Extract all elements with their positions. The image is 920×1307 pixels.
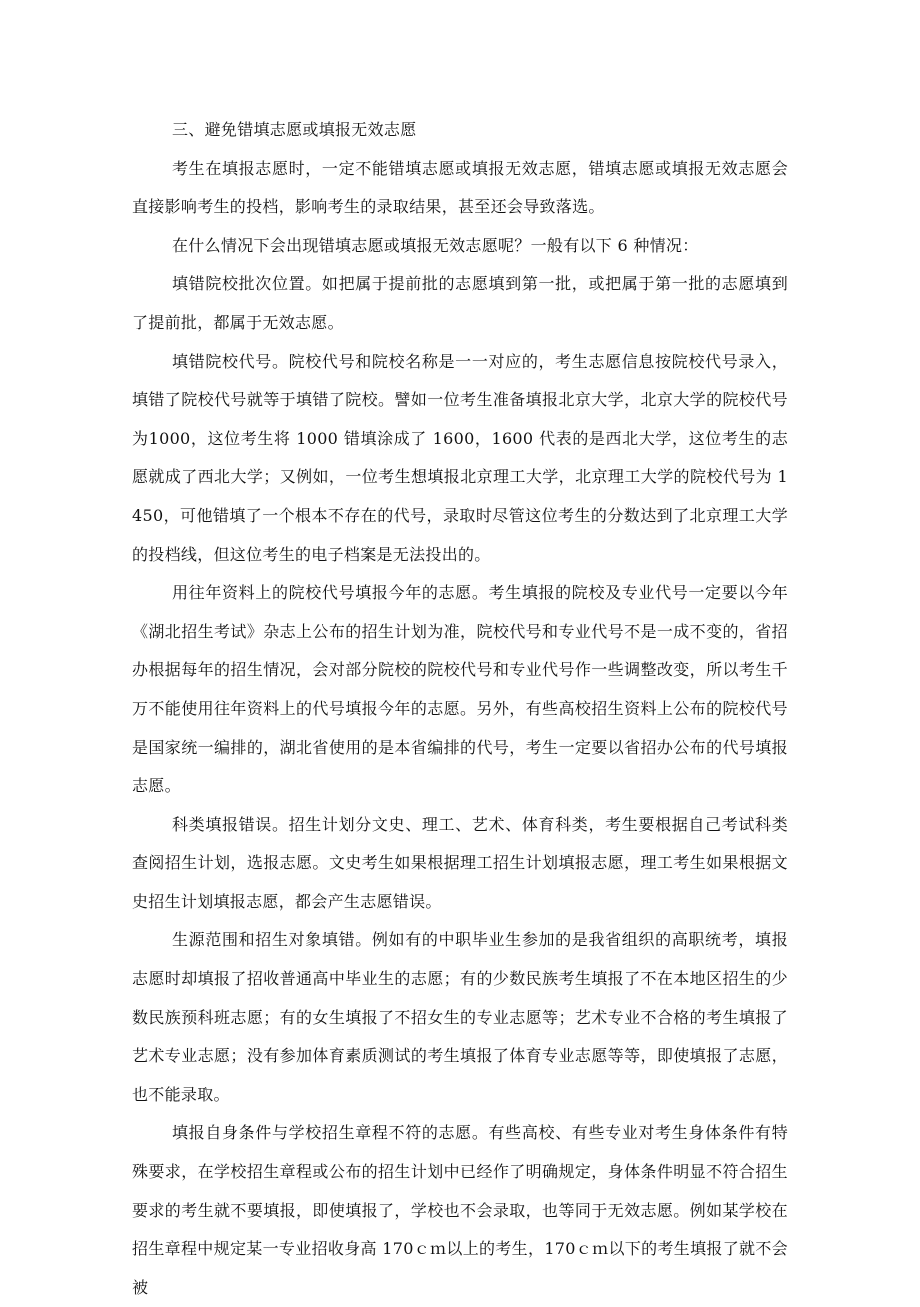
- paragraph-batch-error: 填错院校批次位置。如把属于提前批的志愿填到第一批，或把属于第一批的志愿填到了提前批，都属于无效志愿。: [132, 274, 788, 332]
- paragraph-condition-error: 填报自身条件与学校招生章程不符的志愿。有些高校、有些专业对考生身体条件有特殊要求，在学校招生章程或公布的招生计划中已经作了明确规定，身体条件明显不符合招生要求的考生就不要填报，即使填报了，学校也不会录取，也等同于无效志愿。例如某学校在招生章程中规定某一专业招收身高 170ｃｍ以上的考生，170ｃｍ以下的考生填报了就不会被: [132, 1123, 788, 1297]
- section-heading: 三、避免错填志愿或填报无效志愿: [172, 120, 417, 139]
- paragraph-category-error: 科类填报错误。招生计划分文史、理工、艺术、体育科类，考生要根据自己考试科类查阅招生计划，选报志愿。文史考生如果根据理工招生计划填报志愿，理工考生如果根据文史招生计划填报志愿，都会产生志愿错误。: [132, 814, 788, 911]
- document-body: [132, 111, 788, 1307]
- paragraph-question: 在什么情况下会出现错填志愿或填报无效志愿呢？一般有以下 6 种情况：: [172, 235, 699, 255]
- paragraph-old-data: 用往年资料上的院校代号填报今年的志愿。考生填报的院校及专业代号一定要以今年《湖北招生考试》杂志上公布的招生计划为准，院校代号和专业代号不是一成不变的，省招办根据每年的招生情况，会对部分院校的院校代号和专业代号作一些调整改变，所以考生千万不能使用往年资料上的代号填报今年的志愿。另外，有些高校招生资料上公布的院校代号是国家统一编排的，湖北省使用的是本省编排的代号，考生一定要以省招办公布的代号填报志愿。: [132, 583, 788, 796]
- paragraph-code-error: 填错院校代号。院校代号和院校名称是一一对应的，考生志愿信息按院校代号录入，填错了院校代号就等于填错了院校。譬如一位考生准备填报北京大学，北京大学的院校代号为1000，这位考生将 1000 错填涂成了 1600，1600 代表的是西北大学，这位考生的志愿就成了西北大学；又例如，一位考生想填报北京理工大学，北京理工大学的院校代号为 1450，可他错填了一个根本不存在的代号，录取时尽管这位考生的分数达到了北京理工大学的投档线，但这位考生的电子档案是无法投出的。: [132, 351, 788, 564]
- paragraph-target-error: 生源范围和招生对象填错。例如有的中职毕业生参加的是我省组织的高职统考，填报志愿时却填报了招收普通高中毕业生的志愿；有的少数民族考生填报了不在本地区招生的少数民族预科班志愿；有的女生填报了不招女生的专业志愿等；艺术专业不合格的考生填报了艺术专业志愿；没有参加体育素质测试的考生填报了体育专业志愿等等，即使填报了志愿，也不能录取。: [132, 930, 788, 1104]
- paragraph-intro: 考生在填报志愿时，一定不能错填志愿或填报无效志愿，错填志愿或填报无效志愿会直接影响考生的投档，影响考生的录取结果，甚至还会导致落选。: [132, 158, 788, 217]
